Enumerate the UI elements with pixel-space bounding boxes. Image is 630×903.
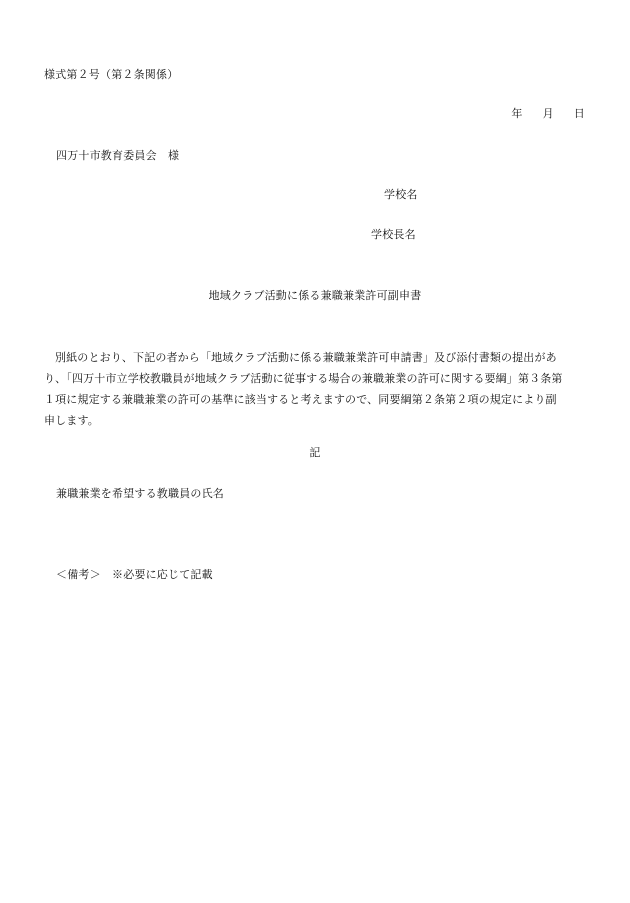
date-year-label: 年 xyxy=(511,107,523,120)
date-line xyxy=(511,108,585,119)
remarks-label: ＜備考＞ ※必要に応じて記載 xyxy=(56,568,213,581)
date-month-label: 月 xyxy=(542,107,554,120)
body-line: １項に規定する兼職兼業の許可の基準に該当すると考えますので、同要綱第２条第２項の規定により副 xyxy=(44,393,557,406)
body-line: 別紙のとおり、下記の者から「地域クラブ活動に係る兼職兼業許可申請書」及び添付書類の提出があ xyxy=(55,351,557,364)
school-name-label: 学校名 xyxy=(384,188,418,201)
addressee: 四万十市教育委員会 様 xyxy=(56,149,180,162)
applicant-name-label: 兼職兼業を希望する教職員の氏名 xyxy=(56,487,224,500)
ki-heading: 記 xyxy=(309,446,321,459)
date-day-label: 日 xyxy=(573,107,585,120)
body-line: り、「四万十市立学校教職員が地域クラブ活動に従事する場合の兼職兼業の許可に関する要綱」第３条第 xyxy=(44,372,563,385)
body-paragraph xyxy=(44,347,589,431)
body-line: 申します。 xyxy=(44,414,99,427)
form-number: 様式第２号（第２条関係） xyxy=(44,68,179,81)
document-title: 地域クラブ活動に係る兼職兼業許可副申書 xyxy=(208,289,422,302)
principal-name-label: 学校長名 xyxy=(371,228,416,241)
